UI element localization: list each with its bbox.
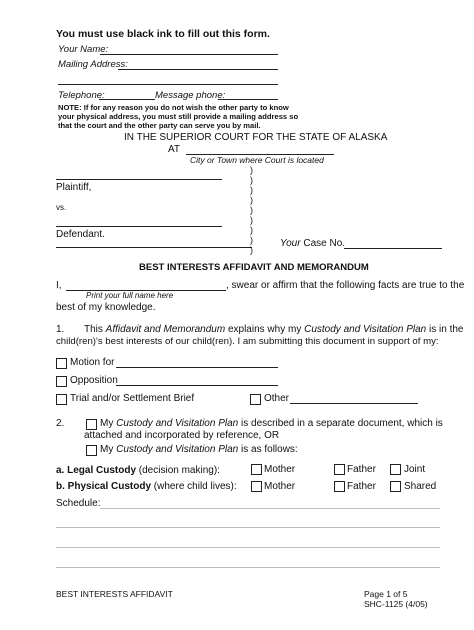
mailing-address-field-2[interactable] (58, 84, 278, 85)
legal-father-label: Father (347, 464, 376, 475)
other-field[interactable] (290, 403, 418, 404)
caption-parens: ) ) ) ) ) ) ) ) ) (250, 165, 253, 255)
plan-as-follows-checkbox[interactable] (86, 445, 97, 456)
footer-title: BEST INTERESTS AFFIDAVIT (56, 589, 173, 599)
message-phone-label: Message phone: (155, 90, 226, 101)
defendant-label: Defendant. (56, 229, 105, 240)
schedule-line-3[interactable] (56, 547, 440, 548)
best-knowledge-text: best of my knowledge. (56, 302, 156, 313)
section-2-line-1: My Custody and Visitation Plan is described in a separate document, which is (100, 418, 443, 429)
legal-custody-label: a. Legal Custody (decision making): (56, 465, 220, 476)
schedule-label: Schedule: (56, 498, 101, 509)
plan-as-follows-label: My Custody and Visitation Plan is as follows: (100, 444, 298, 455)
swear-text: , swear or affirm that the following facts are true to the (226, 280, 465, 291)
mailing-address-field[interactable] (118, 69, 278, 70)
other-checkbox[interactable] (250, 394, 261, 405)
opposition-label: Opposition (70, 375, 118, 386)
other-label: Other (264, 393, 290, 404)
plaintiff-label: Plaintiff, (56, 182, 92, 193)
physical-shared-label: Shared (404, 481, 437, 492)
physical-father-label: Father (347, 481, 376, 492)
mailing-address-label: Mailing Address: (58, 59, 128, 70)
section-2-line-2: attached and incorporated by reference, OR (84, 430, 280, 441)
section-1-line-2: child(ren)'s best interests of our child(ren). I am submitting this document in support of my: (56, 336, 439, 347)
at-label: AT (168, 144, 181, 155)
legal-mother-label: Mother (264, 464, 296, 475)
physical-mother-label: Mother (264, 481, 296, 492)
your-name-label: Your Name: (58, 44, 109, 55)
footer-page: Page 1 of 5 (364, 589, 408, 599)
ink-notice: You must use black ink to fill out this form. (56, 28, 270, 40)
note-line-2: your physical address, you must still provide a mailing address so (58, 112, 299, 121)
plaintiff-field[interactable] (56, 179, 222, 180)
trial-brief-checkbox[interactable] (56, 394, 67, 405)
case-no-field[interactable] (344, 248, 442, 249)
i-label: I, (56, 280, 62, 291)
trial-brief-label: Trial and/or Settlement Brief (70, 393, 195, 404)
footer-form-number: SHC-1125 (4/05) (364, 599, 428, 609)
defendant-field[interactable] (56, 226, 222, 227)
legal-mother-checkbox[interactable] (251, 464, 262, 475)
separate-document-checkbox[interactable] (86, 419, 97, 430)
document-title: BEST INTERESTS AFFIDAVIT AND MEMORANDUM (139, 262, 369, 273)
case-no-label: Your Case No. (280, 238, 346, 249)
note-line-3: that the court and the other party can serve you by mail. (58, 121, 261, 130)
telephone-field[interactable] (99, 99, 155, 100)
section-1-line-1: This Affidavit and Memorandum explains why my Custody and Visitation Plan is in the (84, 324, 464, 335)
motion-checkbox[interactable] (56, 358, 67, 369)
physical-mother-checkbox[interactable] (251, 481, 262, 492)
schedule-line-4[interactable] (56, 567, 440, 568)
physical-custody-label: b. Physical Custody (where child lives): (56, 481, 237, 492)
section-1-number: 1. (56, 324, 65, 335)
note-line-1: NOTE: If for any reason you do not wish the other party to know (58, 103, 289, 112)
schedule-line-2[interactable] (56, 527, 440, 528)
telephone-label: Telephone: (58, 90, 105, 101)
print-name-caption: Print your full name here (86, 291, 174, 300)
physical-shared-checkbox[interactable] (390, 481, 401, 492)
legal-joint-checkbox[interactable] (390, 464, 401, 475)
court-title: IN THE SUPERIOR COURT FOR THE STATE OF ALASKA (124, 132, 388, 143)
opposition-field[interactable] (116, 385, 278, 386)
schedule-line-1[interactable] (100, 508, 440, 509)
vs-label: vs. (56, 203, 67, 212)
physical-father-checkbox[interactable] (334, 481, 345, 492)
city-caption: City or Town where Court is located (190, 155, 324, 165)
legal-joint-label: Joint (404, 464, 426, 475)
message-phone-field[interactable] (218, 99, 278, 100)
your-name-field[interactable] (100, 54, 278, 55)
opposition-checkbox[interactable] (56, 376, 67, 387)
legal-father-checkbox[interactable] (334, 464, 345, 475)
caption-bottom-line (56, 247, 252, 248)
section-2-number: 2. (56, 418, 65, 429)
motion-label: Motion for (70, 357, 115, 368)
motion-field[interactable] (116, 367, 278, 368)
